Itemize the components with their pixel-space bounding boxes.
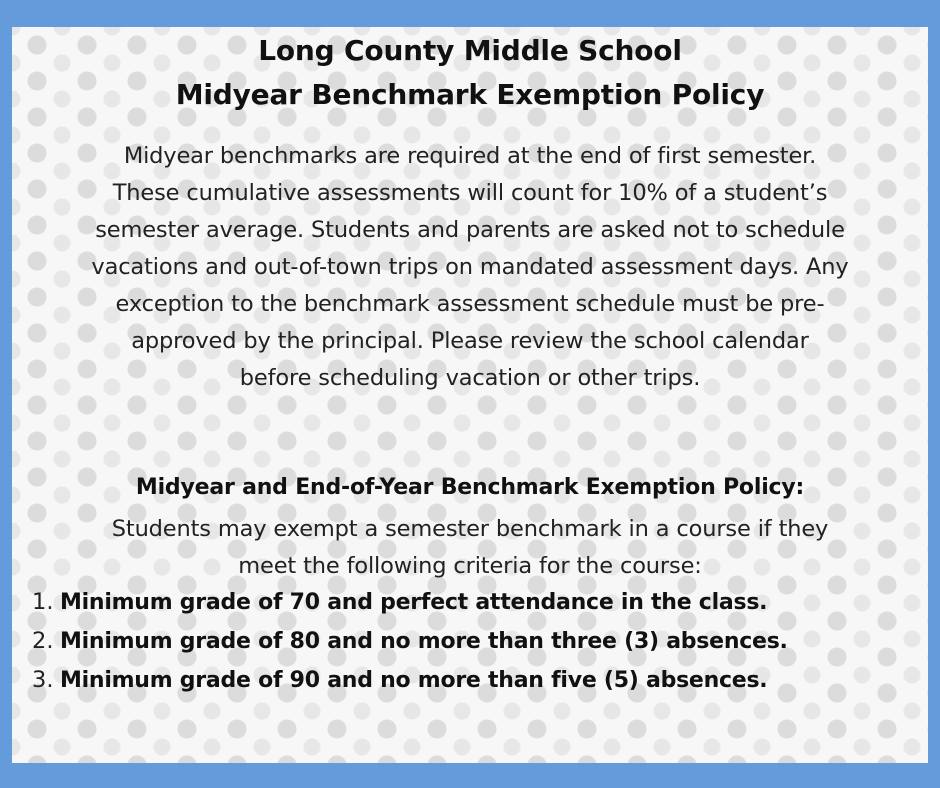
paragraph-line: exception to the benchmark assessment schedule must be pre- [115,291,825,317]
paragraph-line: Midyear benchmarks are required at the end of first semester. [123,143,817,169]
paragraph-line: before scheduling vacation or other trips. [239,365,701,391]
intro-line: meet the following criteria for the course: [238,553,702,579]
paragraph-line: These cumulative assessments will count for 10% of a student’s [112,180,828,206]
paragraph-line: semester average. Students and parents are asked not to schedule [95,217,845,243]
criteria-text: Minimum grade of 70 and perfect attendance in the class. [60,590,768,615]
criteria-item [32,667,922,706]
intro-line: Students may exempt a semester benchmark in a course if they [111,516,829,542]
criteria-number: 1. [32,589,54,615]
policy-title-heading: Midyear Benchmark Exemption Policy [175,78,765,111]
criteria-number: 3. [32,667,54,693]
criteria-list [32,589,922,706]
paragraph-line: approved by the principal. Please review the school calendar [131,328,809,354]
policy-card [12,27,928,763]
school-name-heading: Long County Middle School [258,34,682,67]
criteria-item [32,589,922,628]
criteria-item [32,628,922,667]
criteria-text: Minimum grade of 80 and no more than three (3) absences. [60,629,788,654]
criteria-text: Minimum grade of 90 and no more than five (5) absences. [60,668,768,693]
paragraph-line: vacations and out-of-town trips on mandated assessment days. Any [91,254,849,280]
policy-paragraph [12,138,928,397]
exemption-heading: Midyear and End-of-Year Benchmark Exemption Policy: [135,475,805,500]
criteria-number: 2. [32,628,54,654]
exemption-intro [12,511,928,585]
